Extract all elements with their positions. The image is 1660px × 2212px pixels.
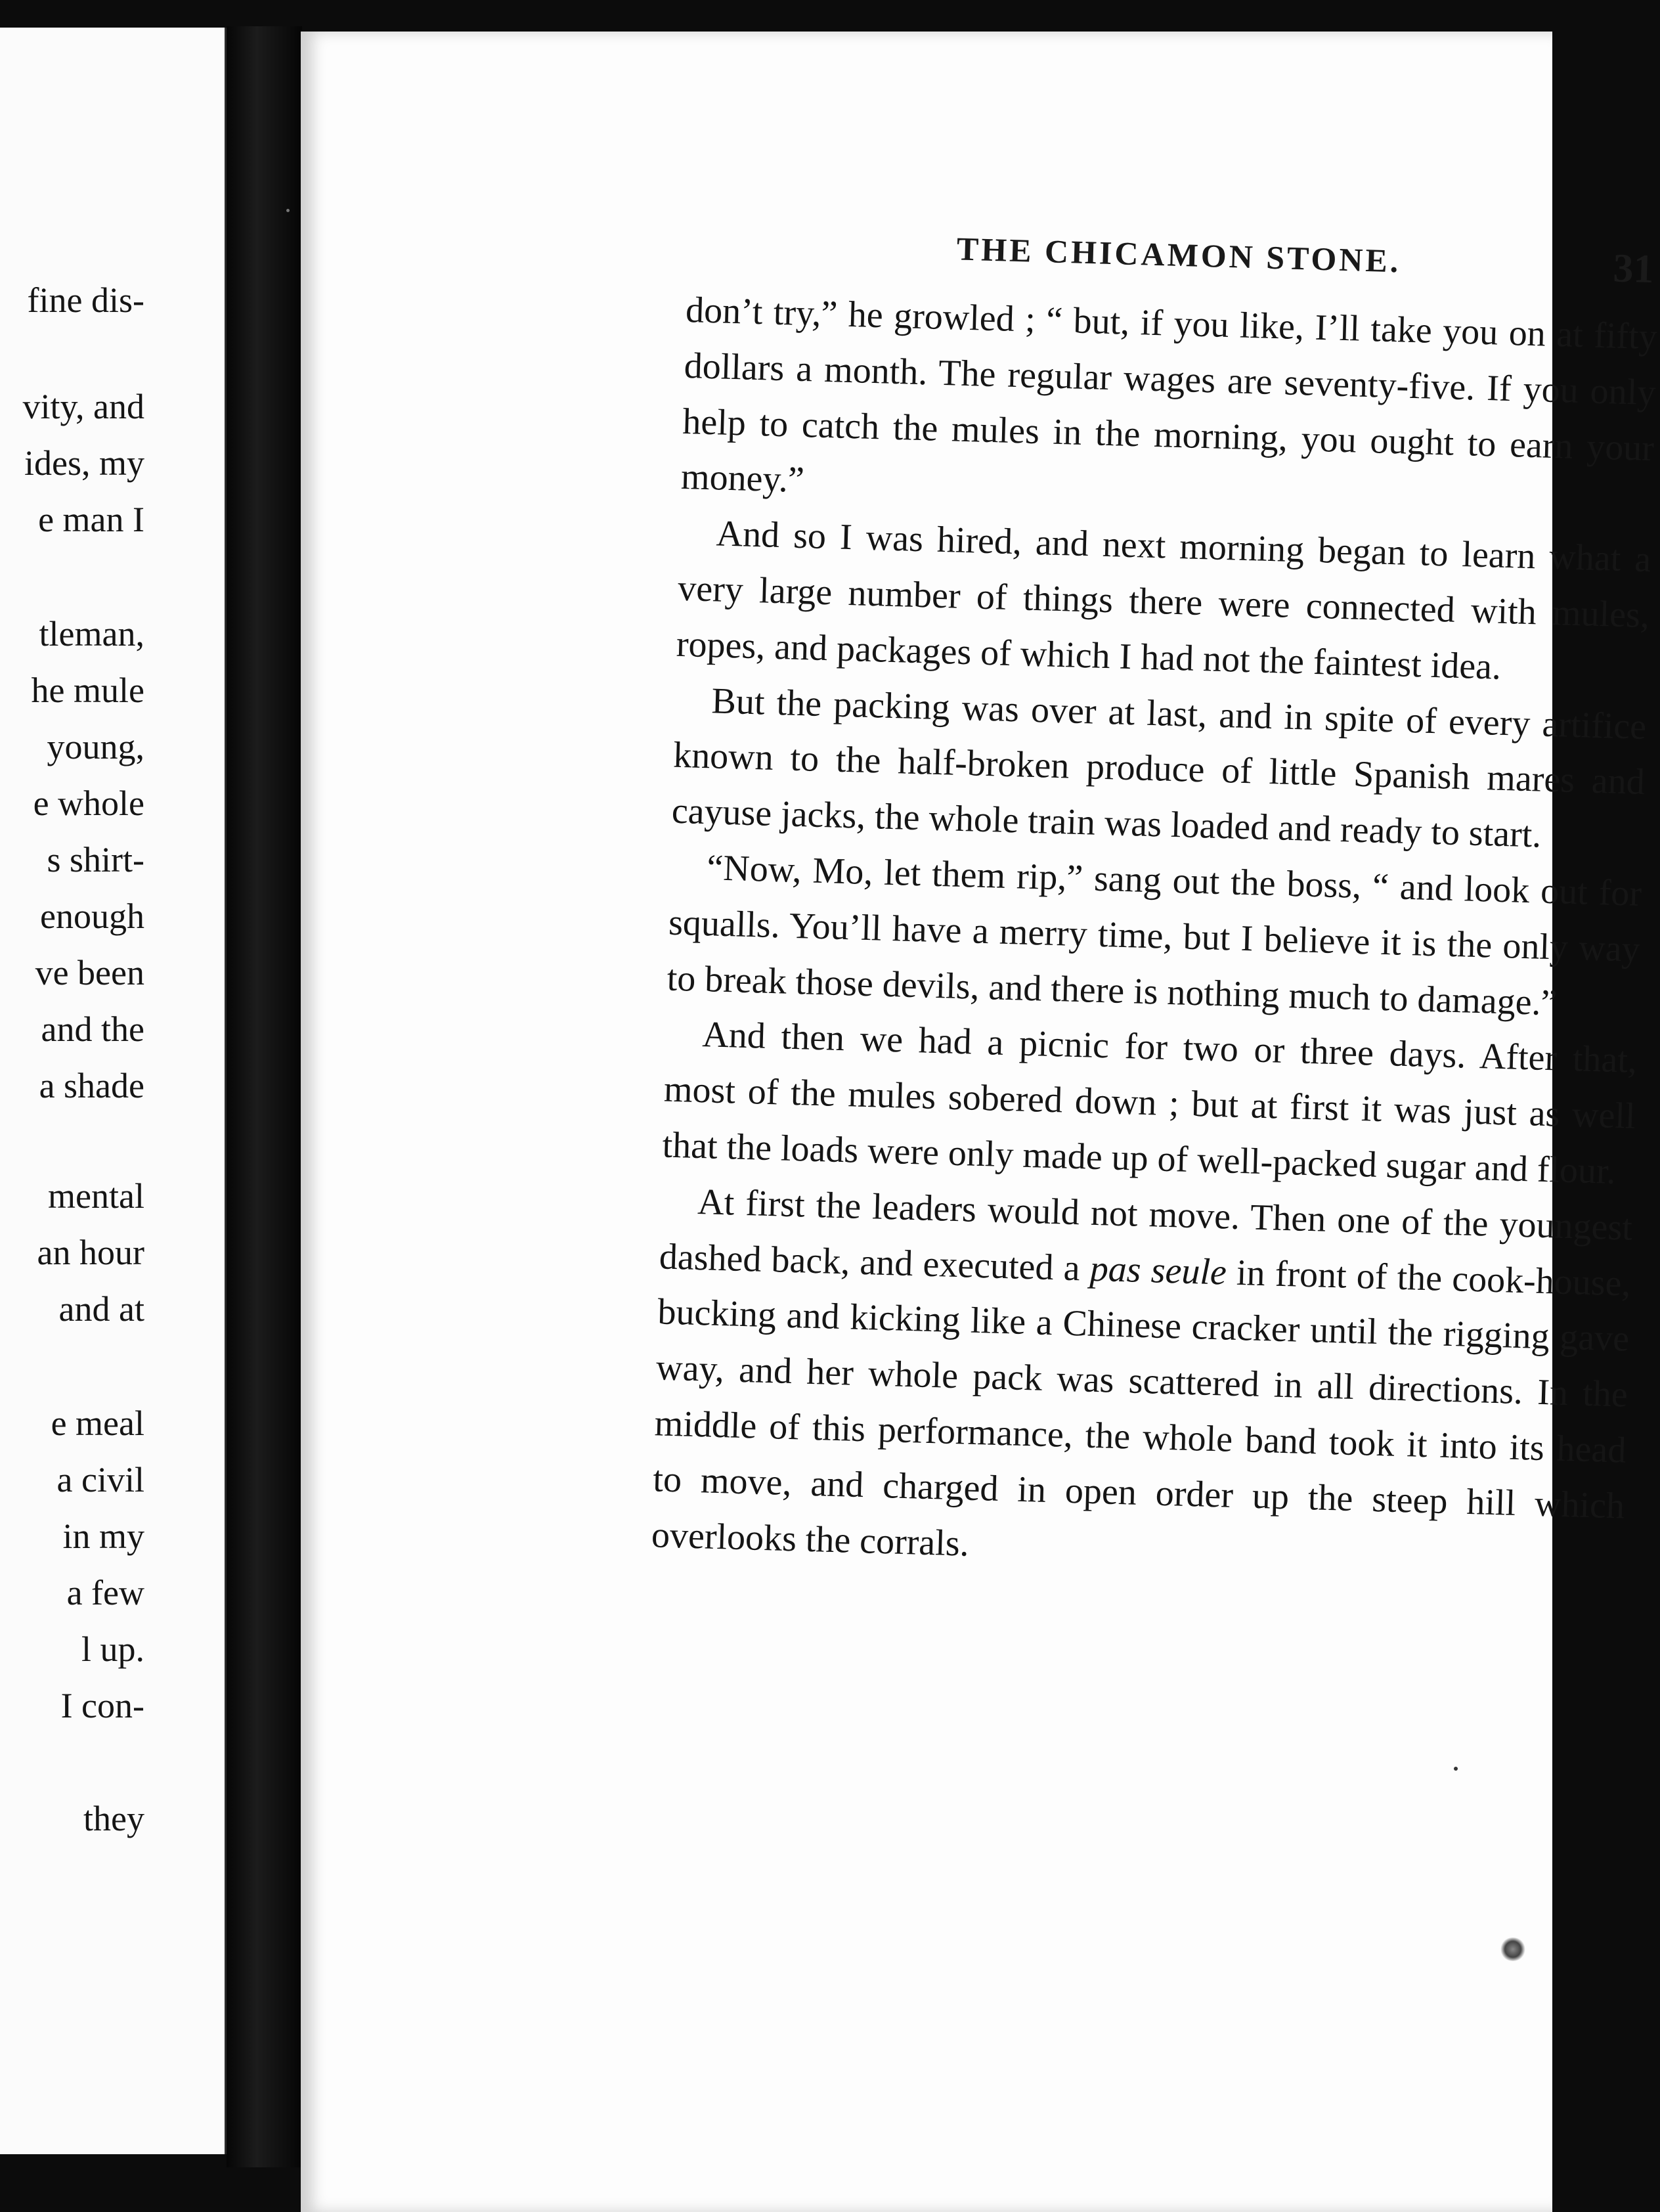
paragraph: [651, 1173, 1633, 1590]
left-line: vity, and: [22, 387, 144, 426]
left-line: ides, my: [24, 443, 144, 483]
page-text-block: [651, 222, 1659, 1590]
left-line: ve been: [35, 953, 144, 992]
left-page: [0, 28, 227, 2154]
italic-phrase: pas seule: [1089, 1248, 1227, 1293]
left-line: a civil: [56, 1460, 144, 1499]
left-line: e whole: [33, 784, 144, 823]
page-number: 31: [1612, 246, 1655, 292]
left-line: e meal: [51, 1404, 144, 1443]
left-line: mental: [48, 1176, 144, 1216]
left-line: an hour: [37, 1233, 144, 1272]
left-line: and at: [58, 1289, 144, 1329]
left-line: s shirt-: [47, 840, 144, 879]
left-line: young,: [47, 727, 144, 766]
paragraph-text: in front of the cook-house, bucking and kicking like a Chinese cracker until the rigging gave way, and her whole pack was scattered in all directions. In the middle of this performance, the whole band took it into its head to move, and charged in open order up the steep hill which overlooks the corrals.: [651, 1252, 1632, 1564]
left-page-text: [0, 28, 225, 2154]
left-line: I con-: [60, 1686, 144, 1725]
paragraph: But the packing was over at last, and in spite of every artifice known to the half-broken produce of little Spanish mares and cayuse jacks, the whole train was loaded and ready to start.: [671, 680, 1647, 856]
left-line: l up.: [81, 1629, 144, 1669]
scan-dust: [1454, 1767, 1458, 1771]
running-title: THE CHICAMON STONE.: [956, 230, 1402, 280]
paragraph: And then we had a picnic for two or three days. After that, most of the mules sobered down ; but at first it was just as well that the loads were only made up of well-packed sugar and flour.: [661, 1014, 1638, 1192]
left-line: fine dis-: [27, 280, 144, 320]
left-line: a few: [66, 1573, 144, 1612]
left-line: tleman,: [39, 614, 144, 653]
left-line: he mule: [31, 671, 144, 710]
paragraph: And so I was hired, and next morning began to learn what a very large number of things there were connected with mules, ropes, and packages of which I had not the faintest idea.: [676, 513, 1652, 688]
left-line: in my: [62, 1516, 144, 1556]
scan-speck: [1500, 1937, 1526, 1961]
left-line: enough: [40, 896, 144, 936]
right-page: [301, 32, 1658, 2212]
left-line: e man I: [38, 500, 144, 539]
paragraph: “Now, Mo, let them rip,” sang out the boss, “ and look out for squalls. You’ll have a merry time, but I believe it is the only way to break those devils, and there is nothing much to damage.”: [666, 847, 1642, 1023]
left-line: a shade: [39, 1066, 144, 1105]
left-line: they: [83, 1799, 144, 1838]
book-gutter: [227, 26, 302, 2167]
paragraph-text: At first the leaders would not move. Then one of the youngest dashed back, and executed a: [659, 1181, 1633, 1289]
left-line: and the: [41, 1009, 144, 1049]
scan-dust: [286, 209, 290, 212]
paragraph: don’t try,” he growled ; “ but, if you like, I’ll take you on at fifty dollars a month. The regular wages are seventy-five. If you only help to catch the mules in the morning, you ought to earn your money.”: [680, 289, 1658, 501]
